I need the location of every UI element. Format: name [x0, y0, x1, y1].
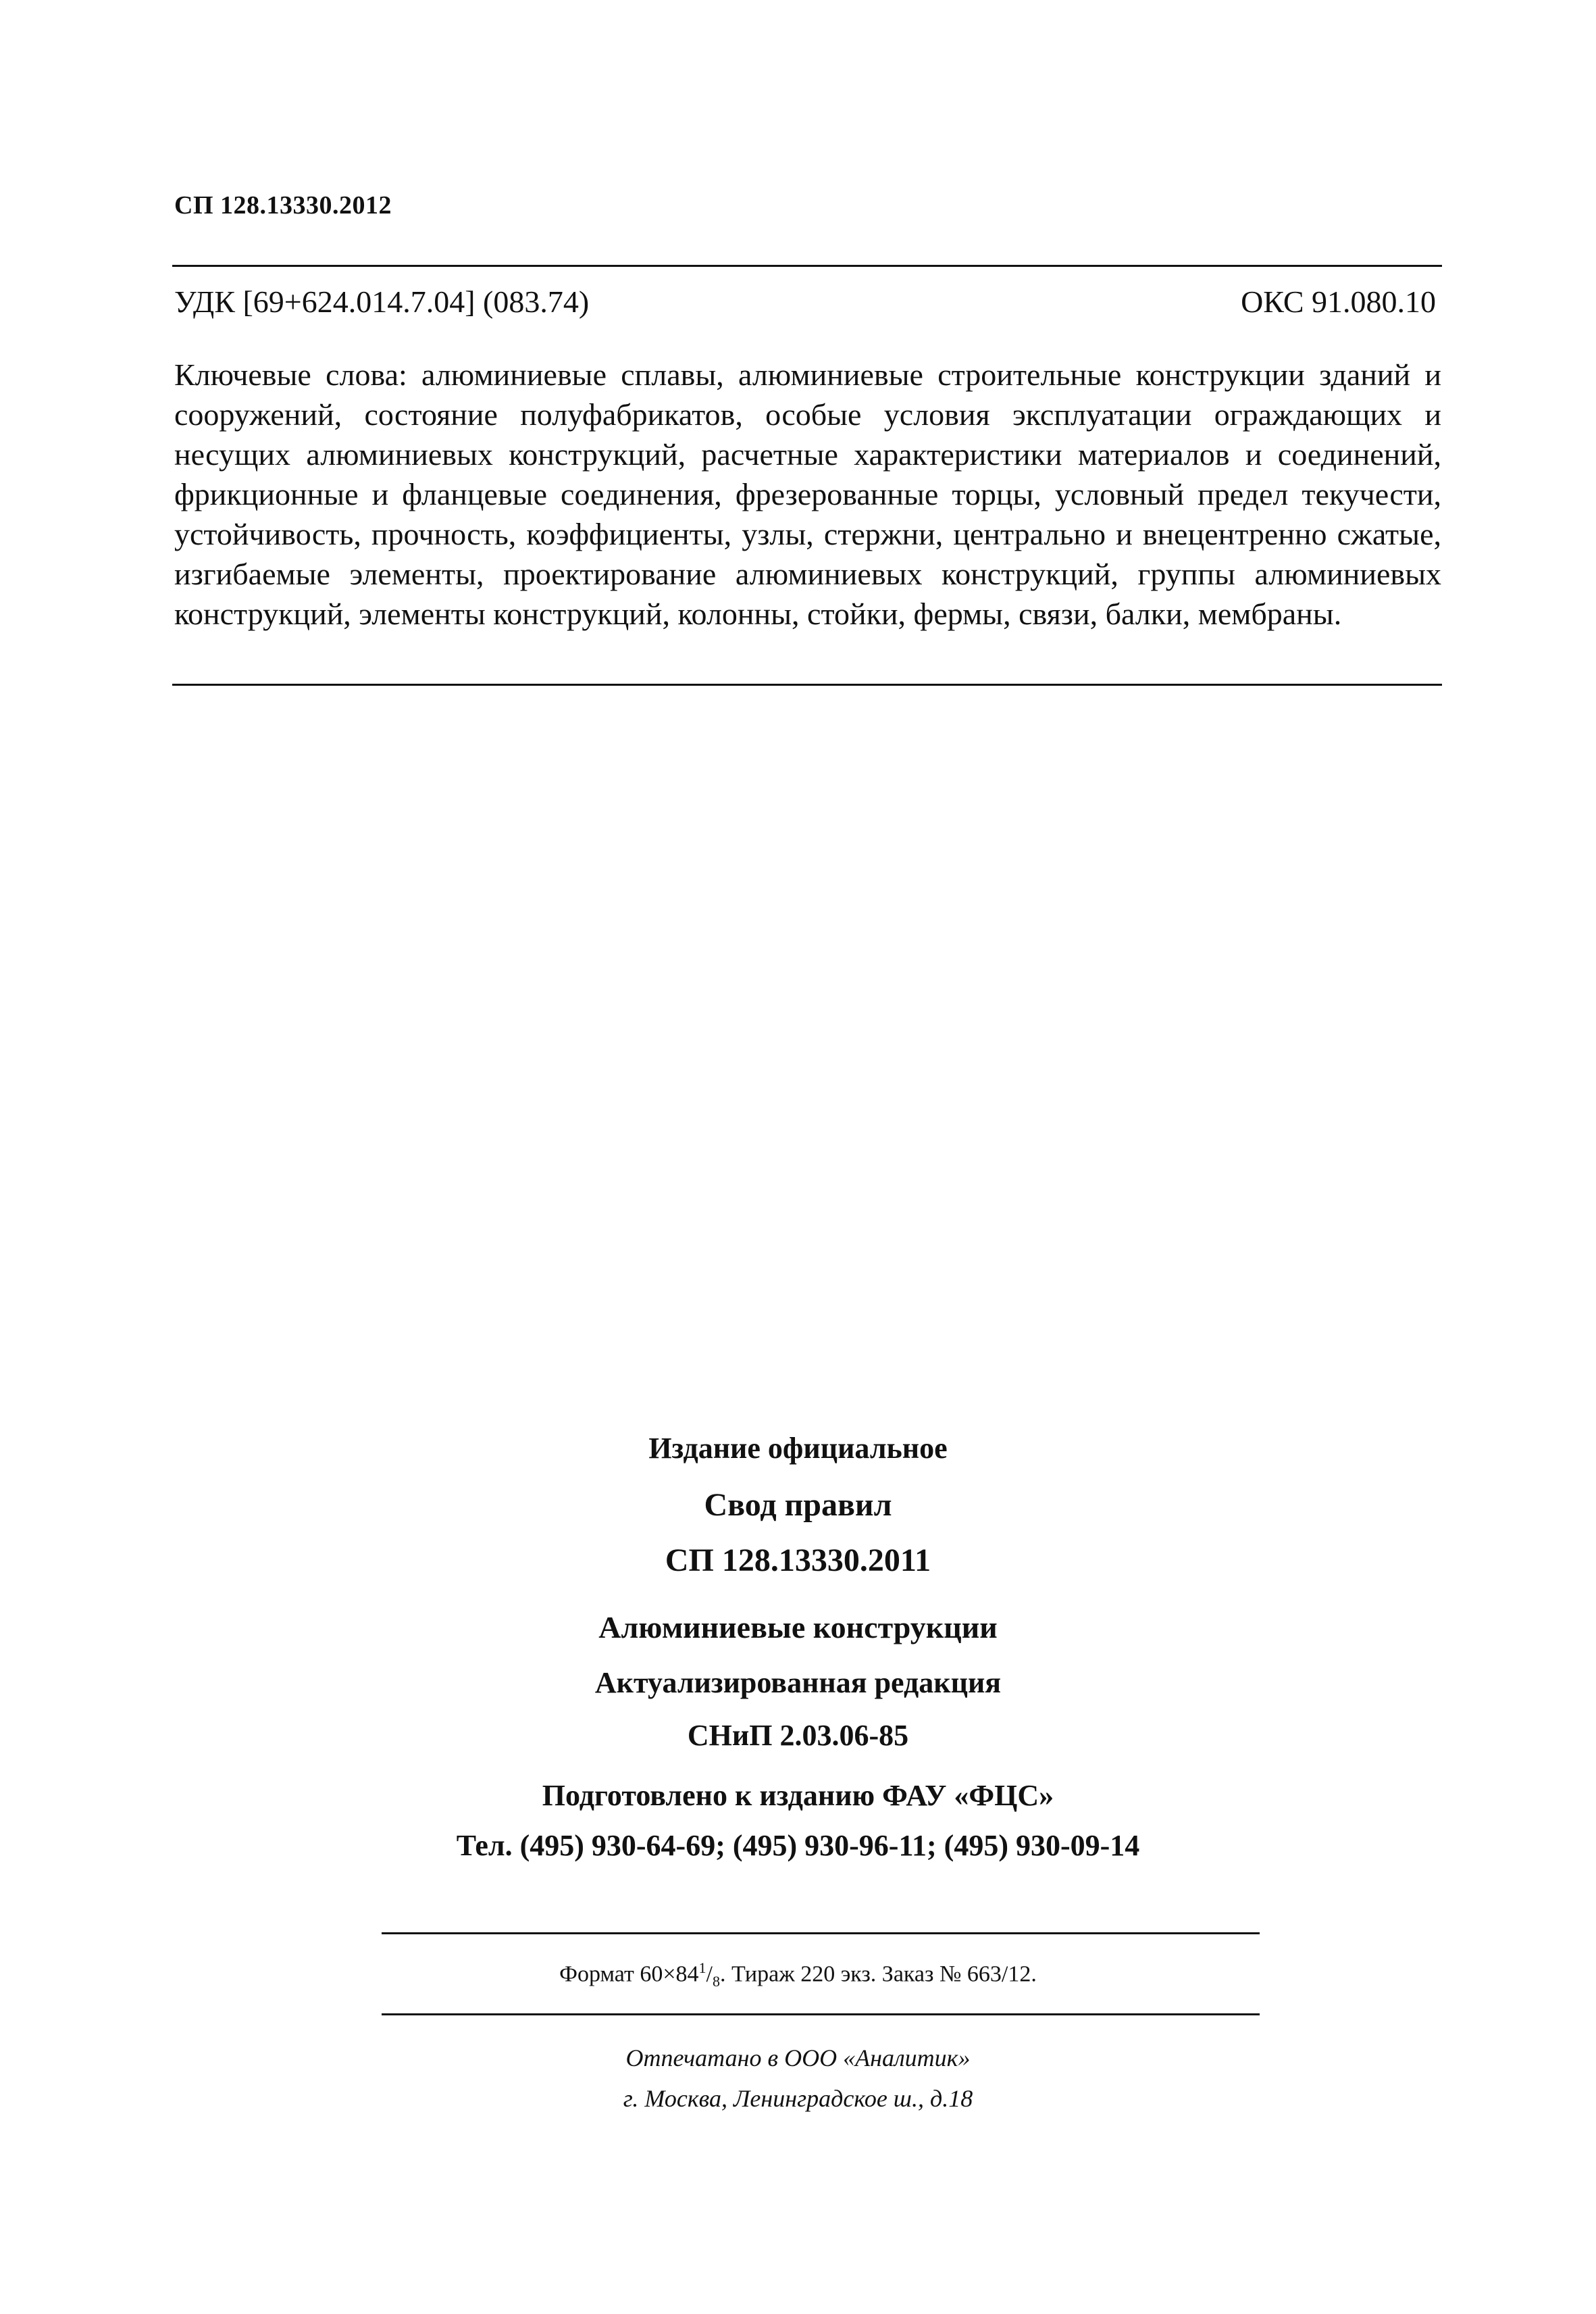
- edition-label: Издание официальное: [648, 1432, 948, 1465]
- udc-code: УДК [69+624.014.7.04] (083.74): [174, 284, 590, 319]
- oks-code: ОКС 91.080.10: [1241, 284, 1436, 319]
- revision-label: Актуализированная редакция: [594, 1666, 1002, 1699]
- document-type: Свод правил: [704, 1487, 892, 1523]
- keywords-paragraph: Ключевые слова: алюминиевые сплавы, алюминиевые строительные конструкции зданий и сооружений, состояние полуфабрикатов, особые условия эксплуатации ограждающих и несущих алюминиевых конструкций, расчетные характеристики материалов и соединений, фрикционные и фланцевые соединения, фрезерованные торцы, условный предел текучести, устойчивость, прочность, коэффициенты, узлы, стержни, центрально и внецентренно сжатые, изгибаемые элементы, проектирование алюминиевых конструкций, группы алюминиевых конструкций, элементы конструкций, колонны, стойки, фермы, связи, балки, мембраны.: [174, 357, 1441, 631]
- printer-name: Отпечатано в ООО «Аналитик»: [625, 2044, 971, 2071]
- printer-address: г. Москва, Ленинградское ш., д.18: [623, 2085, 973, 2112]
- top-divider: [172, 265, 1442, 267]
- snip-code: СНиП 2.03.06-85: [687, 1719, 909, 1752]
- imprint-code: СП 128.13330.2011: [665, 1542, 931, 1578]
- keywords-divider: [172, 684, 1442, 686]
- document-code: СП 128.13330.2012: [174, 191, 392, 220]
- format-divider-bottom: [382, 2013, 1260, 2015]
- document-title: Алюминиевые конструкции: [598, 1610, 998, 1644]
- format-prefix: Формат 60×84: [559, 1961, 699, 1987]
- phone-numbers: Тел. (495) 930-64-69; (495) 930-96-11; (495) 930-09-14: [456, 1829, 1140, 1862]
- print-format-line: Формат $60\times 84^1/_8$. Тираж 220 экз. Заказ № 663/12.: [559, 1959, 1037, 1990]
- classification-row: [174, 284, 1436, 320]
- format-fraction-denominator: 8: [713, 1973, 720, 1990]
- format-fraction-numerator: 1: [698, 1959, 706, 1976]
- format-suffix: . Тираж 220 экз. Заказ № 663/12.: [720, 1961, 1037, 1987]
- prepared-by: Подготовлено к изданию ФАУ «ФЦС»: [542, 1779, 1054, 1812]
- format-divider-top: [382, 1932, 1260, 1934]
